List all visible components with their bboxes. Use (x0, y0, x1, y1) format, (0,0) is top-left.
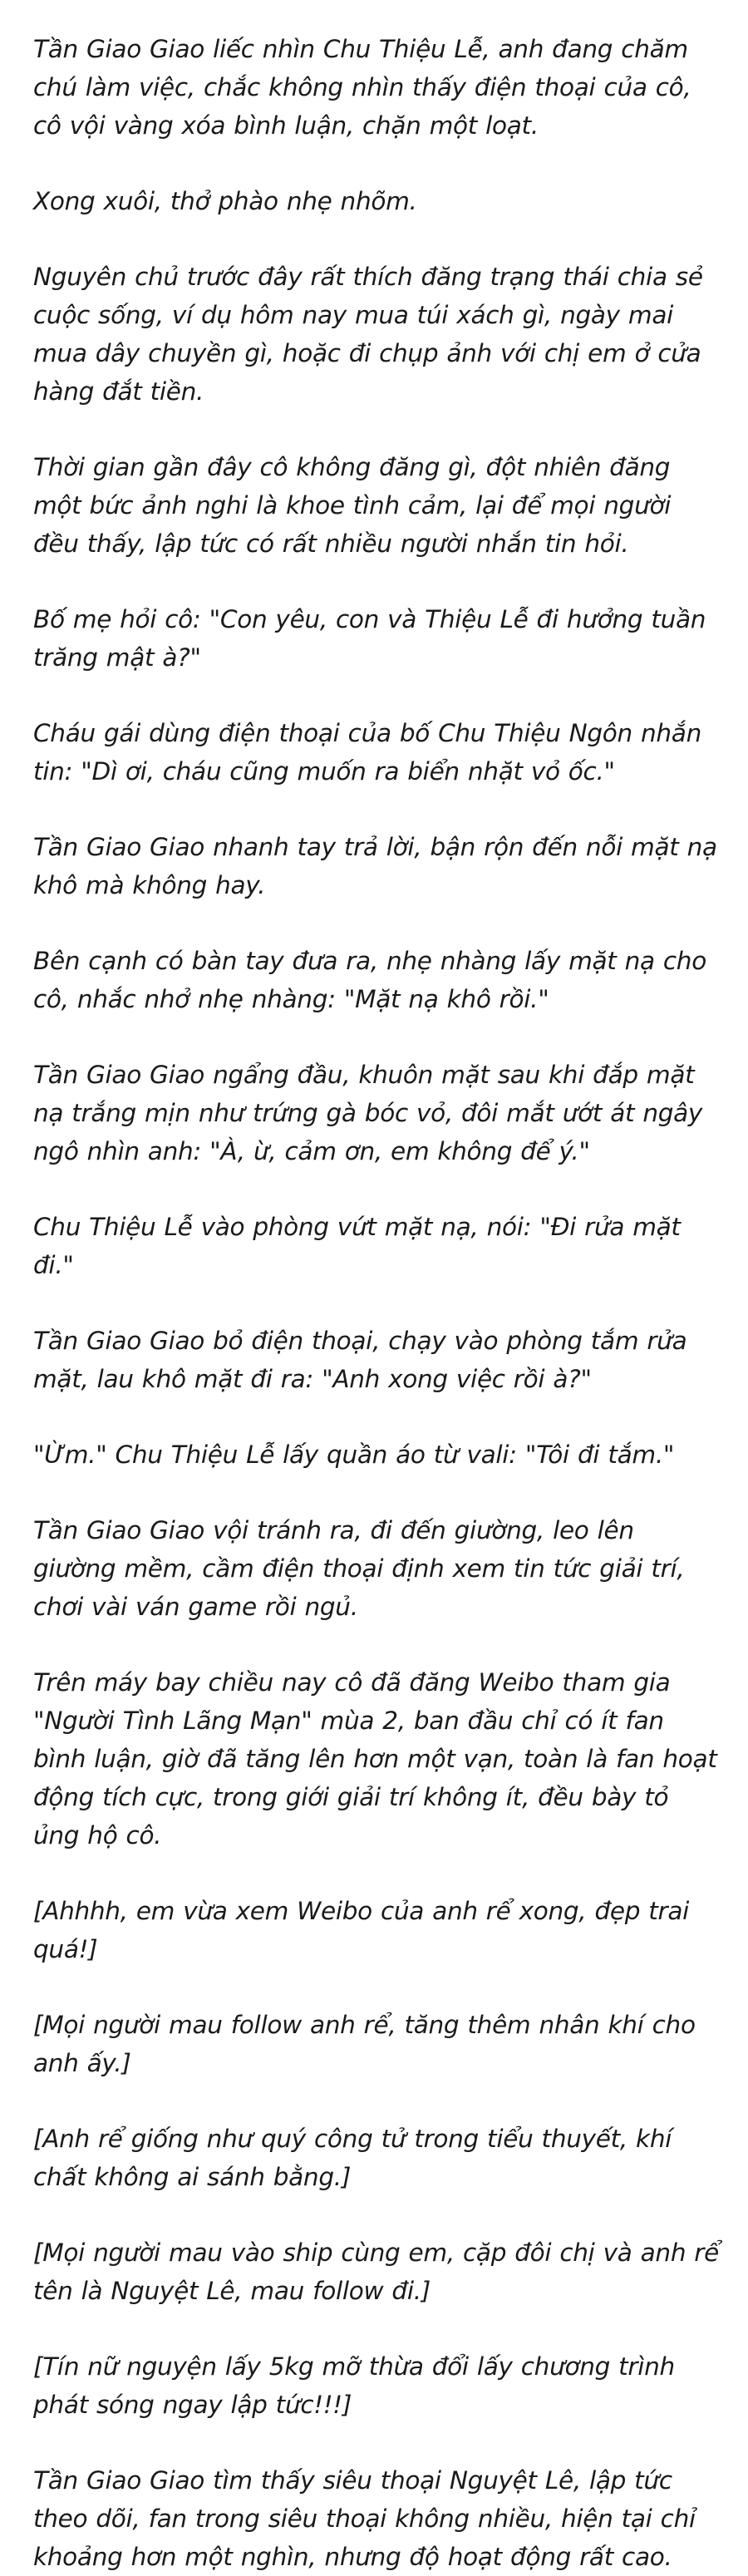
paragraph: Nguyên chủ trước đây rất thích đăng trạng thái chia sẻ cuộc sống, ví dụ hôm nay mua túi xách gì, ngày mai mua dây chuyền gì, hoặc đi chụp ảnh với chị em ở cửa hàng đắt tiền. (33, 263, 703, 406)
comment-quote: [Tín nữ nguyện lấy 5kg mỡ thừa đổi lấy chương trình phát sóng ngay lập tức!!!] (33, 2352, 675, 2419)
paragraph: Tần Giao Giao nhanh tay trả lời, bận rộn đến nỗi mặt nạ khô mà không hay. (33, 833, 717, 899)
paragraph: Tần Giao Giao tìm thấy siêu thoại Nguyệt Lê, lập tức theo dõi, fan trong siêu thoại không nhiều, hiện tại chỉ khoảng hơn một nghìn, nhưng độ hoạt động rất cao. (33, 2466, 696, 2571)
comment-quote: [Ahhhh, em vừa xem Weibo của anh rể xong, đẹp trai quá!] (33, 1897, 689, 1963)
paragraph: Tần Giao Giao vội tránh ra, đi đến giường, leo lên giường mềm, cầm điện thoại định xem tin tức giải trí, chơi vài ván game rồi ngủ. (33, 1516, 685, 1621)
paragraph: Chu Thiệu Lễ vào phòng vứt mặt nạ, nói: "Đi rửa mặt đi." (33, 1213, 681, 1279)
paragraph: "Ừm." Chu Thiệu Lễ lấy quần áo từ vali: "Tôi đi tắm." (33, 1441, 675, 1469)
paragraph: Bên cạnh có bàn tay đưa ra, nhẹ nhàng lấy mặt nạ cho cô, nhắc nhở nhẹ nhàng: "Mặt nạ khô rồi." (33, 947, 706, 1013)
comment-quote: [Anh rể giống như quý công tử trong tiểu thuyết, khí chất không ai sánh bằng.] (33, 2125, 672, 2191)
comment-quote: [Mọi người mau follow anh rể, tăng thêm nhân khí cho anh ấy.] (33, 2011, 696, 2077)
paragraph: Tần Giao Giao ngẩng đầu, khuôn mặt sau khi đắp mặt nạ trắng mịn như trứng gà bóc vỏ, đôi mắt ướt át ngây ngô nhìn anh: "À, ừ, cảm ơn, em không để ý." (33, 1061, 703, 1165)
paragraph: Trên máy bay chiều nay cô đã đăng Weibo tham gia "Người Tình Lãng Mạn" mùa 2, ban đầu chỉ có ít fan bình luận, giờ đã tăng lên hơn một vạn, toàn là fan hoạt động tích cực, trong giới giải trí không ít, đều bày tỏ ủng hộ cô. (33, 1668, 717, 1849)
paragraph: Xong xuôi, thở phào nhẹ nhõm. (33, 187, 417, 215)
paragraph: Tần Giao Giao liếc nhìn Chu Thiệu Lễ, anh đang chăm chú làm việc, chắc không nhìn thấy điện thoại của cô, cô vội vàng xóa bình luận, chặn một loạt. (33, 35, 691, 140)
paragraph: Thời gian gần đây cô không đăng gì, đột nhiên đăng một bức ảnh nghi là khoe tình cảm, lại để mọi người đều thấy, lập tức có rất nhiều người nhắn tin hỏi. (33, 453, 672, 558)
paragraph: Bố mẹ hỏi cô: "Con yêu, con và Thiệu Lễ đi hưởng tuần trăng mật à?" (33, 605, 706, 672)
paragraph: Cháu gái dùng điện thoại của bố Chu Thiệu Ngôn nhắn tin: "Dì ơi, cháu cũng muốn ra biển nhặt vỏ ốc." (33, 719, 701, 786)
comment-quote: [Mọi người mau vào ship cùng em, cặp đôi chị và anh rể tên là Nguyệt Lê, mau follow đi.] (33, 2239, 719, 2305)
paragraph: Tần Giao Giao bỏ điện thoại, chạy vào phòng tắm rửa mặt, lau khô mặt đi ra: "Anh xong việc rồi à?" (33, 1327, 687, 1393)
